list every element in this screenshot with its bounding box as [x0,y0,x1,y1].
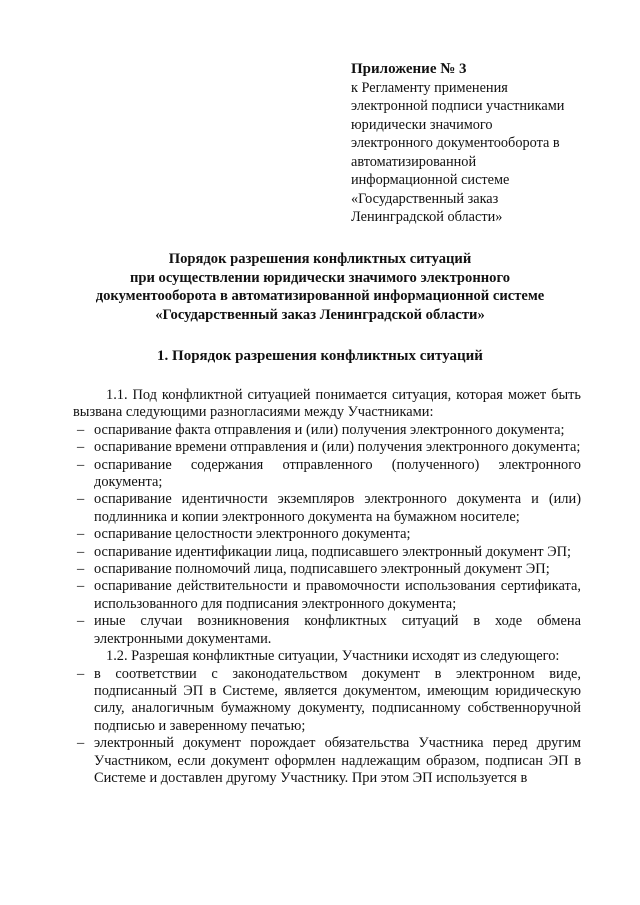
appendix-line: электронного документооборота в [351,135,560,151]
appendix-line: Ленинградской области» [351,209,503,225]
appendix-title: Приложение № 3 [351,61,467,77]
dash-bullet: – [77,421,85,438]
appendix-line: информационной системе [351,172,510,188]
paragraph-1-2: 1.2. Разрешая конфликтные ситуации, Участники исходят из следующего: [106,648,560,665]
list-item [73,491,581,526]
dash-bullet: – [77,578,85,595]
appendix-line: электронной подписи участниками [351,98,565,114]
dash-bullet: – [77,665,85,682]
list-item-text: оспаривание идентичности экземпляров электронного документа и (или) подлинника и копии электронного документа на бумажном носителе; [94,491,581,525]
list-item [73,578,581,613]
section-body [73,387,581,787]
appendix-line: к Регламенту применения [351,79,508,96]
dash-bullet: – [77,491,85,508]
list-item [73,544,581,561]
dash-bullet: – [77,439,85,456]
list-item [73,439,581,456]
document-title-line: при осуществлении юридически значимого электронного [129,269,511,286]
dash-bullet: – [77,735,85,752]
list-item [73,457,581,492]
dash-bullet: – [77,613,85,630]
appendix-line: автоматизированной [351,153,477,170]
list-item-text: иные случаи возникновения конфликтных ситуаций в ходе обмена электронными документами. [94,613,581,647]
dash-bullet: – [77,561,85,578]
list-item-text: оспаривание содержания отправленного (полученного) электронного документа; [94,456,581,491]
appendix-line: «Государственный заказ [351,190,499,207]
dash-bullet: – [77,526,85,543]
list-item [73,561,581,578]
appendix-line: юридически значимого [351,116,493,133]
list-item [73,735,581,787]
list-item [73,666,581,736]
dash-bullet: – [77,543,85,560]
list-item-text: в соответствии с законодательством документ в электронном виде, подписанный ЭП в Системе, является документом, имеющим юридическую силу, аналогичным бумажному документу, подписанному собственноручной подписью и заверенному печатью; [94,665,581,734]
list-item [73,526,581,543]
list-item-text: оспаривание факта отправления и (или) получения электронного документа; [94,421,565,438]
list-item [73,613,581,648]
section-heading: 1. Порядок разрешения конфликтных ситуаций [157,348,483,364]
list-item-text: оспаривание действительности и правомочности использования сертификата, использованного для подписания электронного документа; [94,578,581,612]
list-item-text: электронный документ порождает обязательства Участника перед другим Участником, если документ оформлен надлежащим образом, подписан ЭП в Системе и доставлен другому Участнику. При этом ЭП используется в [94,735,581,786]
list-item-text: оспаривание полномочий лица, подписавшего электронный документ ЭП; [94,561,550,578]
dash-bullet: – [77,456,85,473]
document-title-line: документооборота в автоматизированной информационной системе [95,288,545,304]
list-item-text: оспаривание идентификации лица, подписавшего электронный документ ЭП; [94,543,572,560]
list-item-text: оспаривание времени отправления и (или) получения электронного документа; [94,439,581,456]
document-title [60,250,580,324]
document-title-line: «Государственный заказ Ленинградской области» [155,306,485,323]
list-item [73,422,581,439]
paragraph-1-1: 1.1. Под конфликтной ситуацией понимается ситуация, которая может быть вызвана следующими разногласиями между Участниками: [73,387,581,421]
list-item-text: оспаривание целостности электронного документа; [94,526,411,543]
appendix-block [351,60,601,227]
document-title-line: Порядок разрешения конфликтных ситуаций [168,251,472,267]
